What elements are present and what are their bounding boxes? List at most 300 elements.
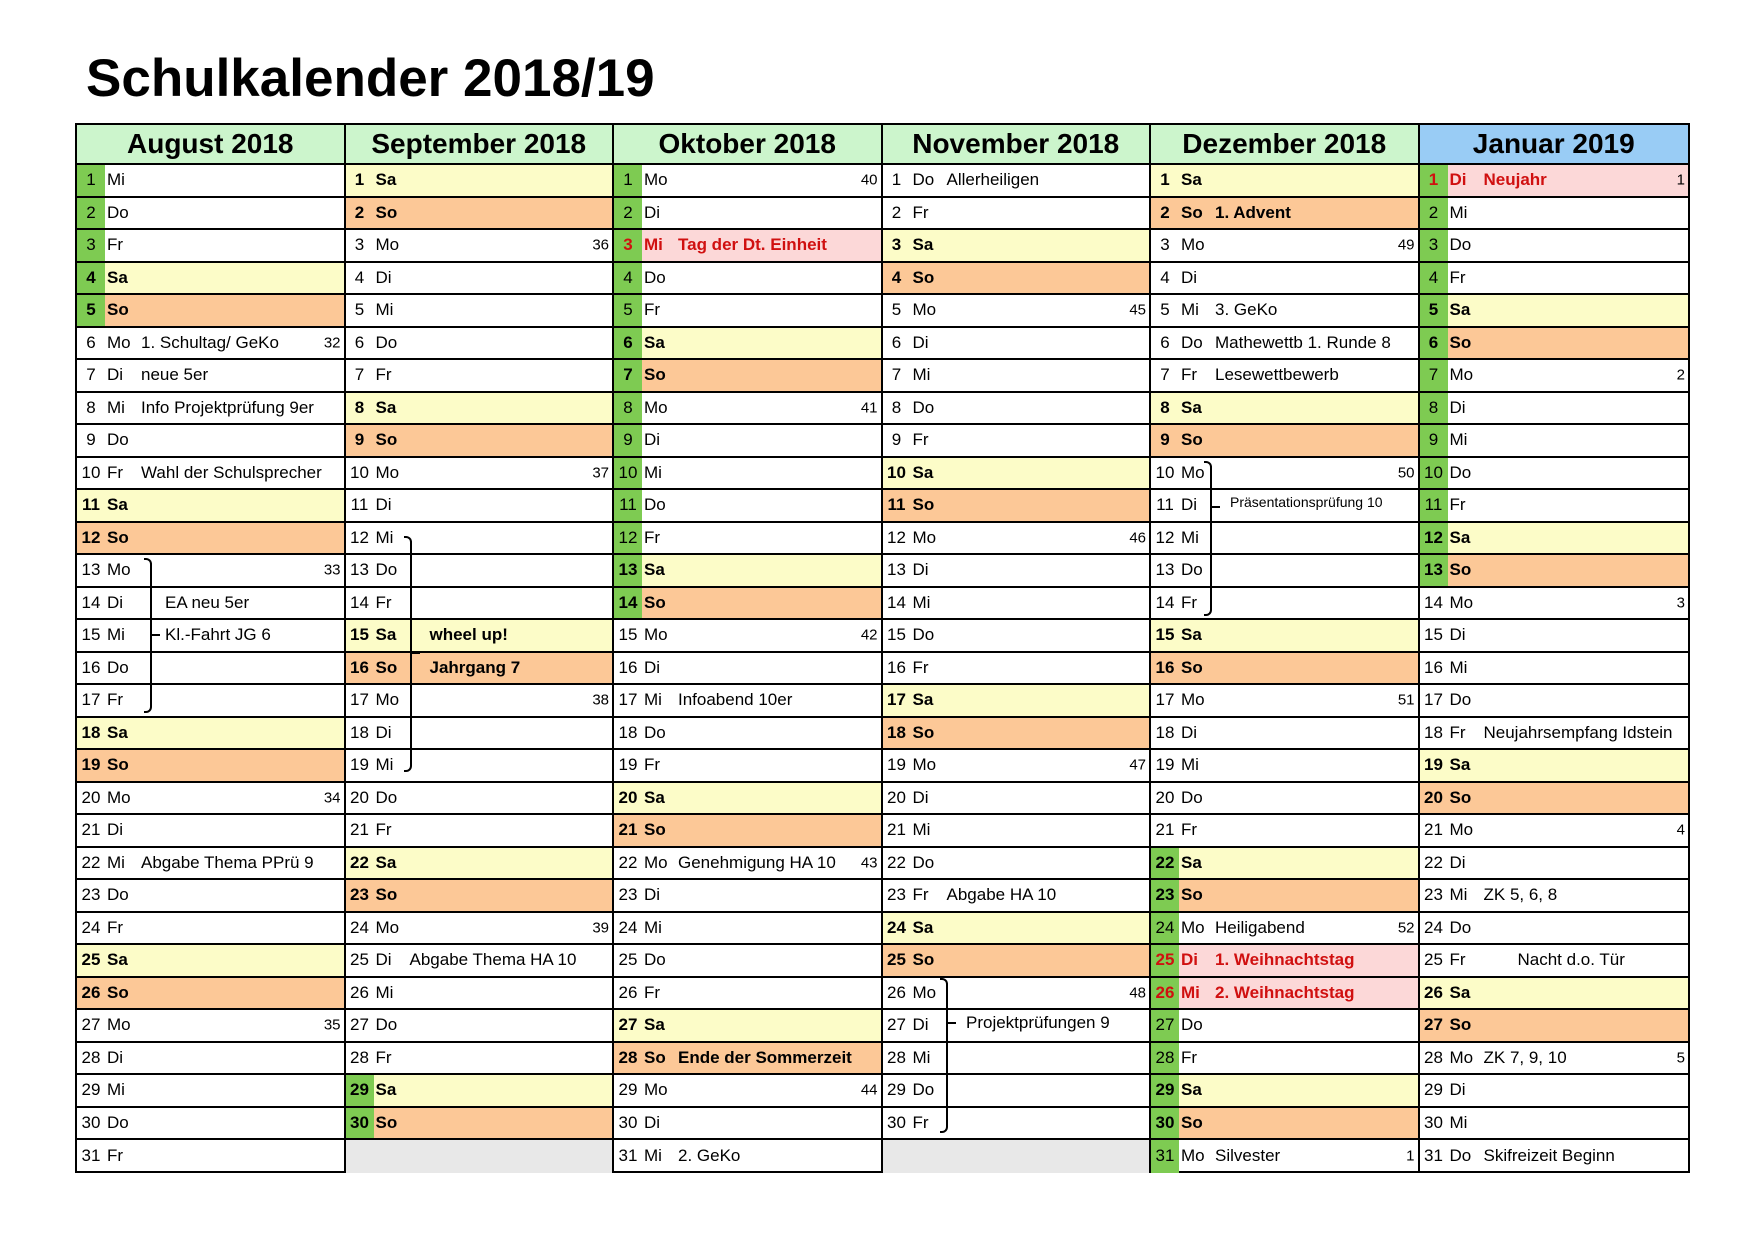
day-number: 17: [1155, 690, 1175, 710]
day-row: [346, 1010, 613, 1043]
day-number: 28: [81, 1047, 101, 1067]
weekday: So: [107, 755, 129, 775]
day-number: 23: [887, 885, 906, 905]
day-row: [346, 165, 613, 198]
weekday: Mo: [1449, 1047, 1474, 1067]
week-number: 48: [1129, 984, 1146, 1002]
weekday: Do: [912, 170, 935, 190]
weekday: Sa: [107, 495, 128, 515]
weekday: Mo: [1181, 690, 1205, 710]
day-number: 21: [1155, 820, 1175, 840]
day-number: 26: [618, 982, 638, 1002]
weekday: Di: [107, 820, 124, 840]
day-number: 30: [618, 1112, 638, 1132]
day-row: [1151, 1043, 1418, 1076]
day-row: [614, 490, 881, 523]
day-row: [614, 263, 881, 296]
week-number: 1: [1676, 171, 1685, 189]
weekday: Di: [1181, 267, 1198, 287]
day-row: [883, 263, 1150, 296]
month-header: August 2018: [77, 125, 344, 165]
day-number: 17: [618, 690, 638, 710]
day-row: [1151, 328, 1418, 361]
weekday: Mi: [107, 625, 125, 645]
day-number: 13: [1420, 555, 1448, 586]
weekday: Di: [644, 202, 661, 222]
bracket-wheel-up: [404, 536, 412, 772]
event-text: Jahrgang 7: [429, 657, 521, 677]
weekday: Do: [644, 950, 666, 970]
event-text: Genehmigung HA 10: [678, 852, 836, 872]
day-row: [883, 653, 1150, 686]
weekday: Do: [644, 722, 666, 742]
day-row: [346, 588, 613, 621]
day-row: [614, 718, 881, 751]
day-number: 29: [887, 1080, 906, 1100]
month-header: Dezember 2018: [1151, 125, 1418, 165]
day-number: 17: [81, 690, 101, 710]
week-number: 41: [860, 399, 878, 417]
day-row: [346, 1140, 613, 1173]
day-row: [1420, 523, 1689, 556]
weekday: So: [1181, 885, 1203, 905]
weekday: Mi: [107, 852, 125, 872]
weekday: Do: [375, 1015, 398, 1035]
weekday: So: [375, 1112, 398, 1132]
day-number: 3: [354, 235, 365, 255]
event-text: Heiligabend: [1215, 917, 1305, 937]
weekday: Sa: [375, 852, 397, 872]
event-text: Mathewettb 1. Runde 8: [1215, 332, 1391, 352]
weekday: Sa: [644, 560, 665, 580]
weekday: Do: [107, 657, 129, 677]
weekday: Mo: [1181, 917, 1205, 937]
day-number: 9: [1420, 425, 1448, 456]
weekday: Mo: [107, 1015, 131, 1035]
weekday: Di: [1181, 950, 1198, 970]
weekday: So: [1181, 430, 1203, 450]
day-number: 3: [614, 230, 642, 261]
weekday: Sa: [912, 690, 934, 710]
month-column: [1420, 125, 1689, 1171]
month-column: [614, 125, 883, 1171]
day-row: [1151, 685, 1418, 718]
event-text: EA neu 5er: [165, 592, 250, 612]
day-number: 20: [350, 787, 369, 807]
day-row: [346, 230, 613, 263]
day-row: [77, 718, 344, 751]
day-number: 6: [1420, 328, 1448, 359]
weekday: Sa: [912, 462, 934, 482]
weekday: Sa: [1181, 170, 1202, 190]
event-text: Neujahrsempfang Idstein: [1483, 722, 1673, 742]
weekday: Sa: [1181, 852, 1202, 872]
day-row: [77, 620, 344, 653]
day-row: [614, 815, 881, 848]
day-number: 23: [81, 885, 101, 905]
weekday: Do: [107, 430, 129, 450]
weekday: Mi: [1181, 755, 1199, 775]
day-row: [883, 1108, 1150, 1141]
weekday: Mo: [375, 462, 400, 482]
day-row: [1420, 490, 1689, 523]
weekday: Mo: [1449, 365, 1474, 385]
day-number: 14: [614, 588, 642, 619]
weekday: Mo: [644, 397, 668, 417]
weekday: Sa: [375, 1080, 397, 1100]
day-row: [77, 1043, 344, 1076]
weekday: Di: [644, 430, 661, 450]
weekday: Do: [1181, 332, 1203, 352]
event-text: wheel up!: [429, 625, 508, 645]
day-number: 24: [350, 917, 369, 937]
day-number: 31: [618, 1146, 638, 1166]
day-number: 8: [86, 397, 96, 417]
day-row: [883, 913, 1150, 946]
day-row: [1420, 880, 1689, 913]
day-row: [1151, 1140, 1418, 1173]
event-text: ZK 5, 6, 8: [1483, 885, 1558, 905]
day-number: 4: [1420, 263, 1448, 294]
day-row: [1151, 458, 1418, 491]
day-row: [1151, 230, 1418, 263]
event-text: Skifreizeit Beginn: [1483, 1146, 1615, 1166]
day-row: [1151, 880, 1418, 913]
weekday: Mi: [1449, 657, 1468, 677]
day-row: [614, 328, 881, 361]
weekday: Mi: [644, 1146, 662, 1166]
day-number: 1: [1160, 170, 1170, 190]
weekday: Fr: [644, 982, 661, 1002]
weekday: Fr: [1449, 950, 1466, 970]
weekday: Fr: [912, 202, 929, 222]
day-row: [1420, 360, 1689, 393]
event-text: Abgabe Thema HA 10: [409, 950, 577, 970]
bracket-wheel-up-tick: [412, 652, 420, 654]
weekday: Mi: [375, 527, 394, 547]
day-number: 23: [350, 885, 369, 905]
weekday: Di: [912, 560, 929, 580]
day-number: 25: [887, 950, 906, 970]
day-number: 25: [350, 950, 369, 970]
weekday: Mi: [1449, 1112, 1468, 1132]
week-number: 33: [323, 561, 341, 579]
day-number: 12: [81, 527, 101, 547]
week-number: 44: [860, 1081, 878, 1099]
day-row: [1420, 620, 1689, 653]
day-row: [614, 783, 881, 816]
weekday: Fr: [107, 690, 124, 710]
day-row: [883, 360, 1150, 393]
day-row: [1151, 620, 1418, 653]
weekday: So: [1181, 657, 1203, 677]
day-number: 5: [614, 295, 642, 326]
day-number: 11: [82, 495, 100, 515]
weekday: So: [644, 365, 666, 385]
day-number: 26: [887, 982, 906, 1002]
day-row: [77, 588, 344, 621]
weekday: Fr: [375, 1047, 392, 1067]
day-number: 3: [1160, 235, 1170, 255]
weekday: Mo: [1181, 235, 1205, 255]
day-number: 29: [81, 1080, 101, 1100]
event-text: 2. Weihnachtstag: [1215, 982, 1355, 1002]
day-number: 8: [614, 393, 642, 424]
day-number: 3: [1420, 230, 1448, 261]
day-number: 24: [887, 917, 906, 937]
day-number: 7: [891, 365, 902, 385]
day-number: 28: [350, 1047, 369, 1067]
event-text: Ende der Sommerzeit: [678, 1047, 852, 1067]
weekday: Do: [912, 1080, 935, 1100]
day-number: 18: [618, 722, 638, 742]
weekday: Sa: [644, 787, 665, 807]
day-row: [77, 295, 344, 328]
weekday: Do: [375, 332, 398, 352]
day-row: [346, 685, 613, 718]
weekday: Do: [1181, 787, 1203, 807]
day-row: [1151, 945, 1418, 978]
month-header: Januar 2019: [1420, 125, 1689, 165]
day-row: [614, 1140, 881, 1173]
weekday: Sa: [644, 1015, 665, 1035]
day-number: 18: [350, 722, 369, 742]
week-number: 40: [860, 171, 878, 189]
day-row: [1420, 1075, 1689, 1108]
page-title: Schulkalender 2018/19: [86, 49, 655, 108]
day-number: 27: [350, 1015, 369, 1035]
day-number: 11: [350, 495, 369, 515]
event-text: Wahl der Schulsprecher: [141, 462, 322, 482]
day-row: [77, 490, 344, 523]
day-row: [1151, 393, 1418, 426]
weekday: Mi: [1181, 527, 1199, 547]
weekday: Fr: [912, 657, 929, 677]
weekday: Sa: [644, 332, 665, 352]
weekday: Mo: [375, 235, 400, 255]
day-row: [614, 458, 881, 491]
day-row: [77, 458, 344, 491]
day-number: 30: [1151, 1108, 1179, 1139]
day-number: 9: [1160, 430, 1170, 450]
day-number: 26: [1424, 982, 1443, 1002]
day-row: [77, 1075, 344, 1108]
weekday: Do: [1449, 917, 1472, 937]
day-number: 2: [891, 202, 902, 222]
event-text: neue 5er: [141, 365, 209, 385]
weekday: Fr: [107, 917, 124, 937]
weekday: Mi: [1181, 300, 1199, 320]
weekday: Do: [912, 852, 935, 872]
day-number: 11: [887, 495, 906, 515]
weekday: Mi: [375, 755, 394, 775]
weekday: Di: [107, 592, 124, 612]
weekday: Sa: [375, 170, 397, 190]
weekday: Mo: [912, 527, 937, 547]
day-number: 15: [887, 625, 906, 645]
day-row: [1151, 913, 1418, 946]
weekday: Mi: [912, 820, 931, 840]
day-row: [883, 490, 1150, 523]
day-row: [883, 945, 1150, 978]
day-row: [346, 913, 613, 946]
day-row: [614, 360, 881, 393]
day-row: [346, 198, 613, 231]
weekday: Di: [1449, 852, 1466, 872]
weekday: Sa: [1181, 1080, 1202, 1100]
day-number: 22: [1151, 848, 1179, 879]
day-number: 19: [618, 755, 638, 775]
weekday: Sa: [375, 625, 397, 645]
day-number: 20: [1424, 787, 1443, 807]
day-row: [614, 880, 881, 913]
day-row: [883, 685, 1150, 718]
day-row: [1420, 230, 1689, 263]
day-number: 21: [1424, 820, 1443, 840]
day-number: 2: [614, 198, 642, 229]
weekday: So: [107, 982, 129, 1002]
day-number: 24: [81, 917, 101, 937]
day-row: [1420, 913, 1689, 946]
day-row: [346, 978, 613, 1011]
day-row: [883, 588, 1150, 621]
day-row: [883, 1043, 1150, 1076]
weekday: Mo: [912, 300, 937, 320]
day-number: 22: [350, 852, 369, 872]
day-number: 17: [1424, 690, 1443, 710]
day-row: [883, 718, 1150, 751]
day-number: 6: [1160, 332, 1170, 352]
day-number: 31: [1151, 1140, 1179, 1173]
day-number: 11: [1156, 495, 1174, 515]
event-text: ZK 7, 9, 10: [1483, 1047, 1567, 1067]
day-number: 3: [891, 235, 902, 255]
day-row: [614, 945, 881, 978]
event-text: 3. GeKo: [1215, 300, 1278, 320]
month-header: Oktober 2018: [614, 125, 881, 165]
day-row: [77, 198, 344, 231]
day-number: 1: [354, 170, 365, 190]
event-text: Abgabe HA 10: [946, 885, 1057, 905]
day-row: [1420, 328, 1689, 361]
day-row: [1420, 945, 1689, 978]
weekday: Di: [1449, 1080, 1466, 1100]
day-number: 18: [81, 722, 101, 742]
day-row: [883, 880, 1150, 913]
day-row: [77, 230, 344, 263]
day-row: [77, 1140, 344, 1173]
day-row: [883, 523, 1150, 556]
day-number: 16: [1155, 657, 1175, 677]
weekday: So: [644, 592, 666, 612]
weekday: Mo: [912, 982, 937, 1002]
day-row: [883, 165, 1150, 198]
day-number: 16: [1424, 657, 1443, 677]
day-number: 23: [1151, 880, 1179, 911]
day-row: [77, 685, 344, 718]
event-text: Allerheiligen: [946, 170, 1040, 190]
day-number: 9: [614, 425, 642, 456]
day-row: [346, 360, 613, 393]
day-row: [346, 1075, 613, 1108]
day-row: [1151, 1075, 1418, 1108]
day-number: 28: [1424, 1047, 1443, 1067]
day-row: [346, 945, 613, 978]
day-row: [614, 1108, 881, 1141]
week-number: 32: [323, 334, 341, 352]
weekday: Do: [912, 625, 935, 645]
day-number: 14: [887, 592, 906, 612]
day-row: [346, 295, 613, 328]
day-row: [883, 783, 1150, 816]
day-number: 2: [77, 198, 105, 229]
weekday: Mi: [1181, 982, 1200, 1002]
day-number: 4: [891, 267, 902, 287]
day-number: 26: [1151, 978, 1179, 1009]
day-row: [1420, 295, 1689, 328]
day-row: [346, 783, 613, 816]
day-number: 21: [618, 820, 638, 840]
month-column: [346, 125, 615, 1171]
day-row: [614, 1010, 881, 1043]
weekday: Di: [107, 1047, 124, 1067]
day-row: [77, 523, 344, 556]
day-row: [614, 1043, 881, 1076]
weekday: So: [107, 300, 129, 320]
day-number: 1: [614, 165, 642, 196]
day-row: [1151, 523, 1418, 556]
day-number: 14: [350, 592, 369, 612]
day-row: [346, 718, 613, 751]
day-row: [1420, 685, 1689, 718]
day-number: 7: [354, 365, 365, 385]
event-text: Abgabe Thema PPrü 9: [141, 852, 314, 872]
day-row: [883, 425, 1150, 458]
day-row: [883, 328, 1150, 361]
day-row: [346, 523, 613, 556]
day-number: 15: [1424, 625, 1443, 645]
week-number: 2: [1676, 366, 1685, 384]
day-number: 30: [346, 1108, 374, 1139]
event-text: Kl.-Fahrt JG 6: [165, 625, 271, 645]
bracket-label-projektpruefungen: Projektprüfungen 9: [966, 1013, 1110, 1032]
day-number: 29: [1151, 1075, 1179, 1106]
day-number: 16: [81, 657, 101, 677]
day-row: [77, 393, 344, 426]
day-row: [883, 458, 1150, 491]
weekday: So: [375, 885, 398, 905]
day-row: [1420, 198, 1689, 231]
day-row: [77, 945, 344, 978]
day-number: 25: [1424, 950, 1443, 970]
day-row: [614, 653, 881, 686]
weekday: Mi: [1449, 430, 1468, 450]
week-number: 4: [1676, 821, 1685, 839]
week-number: 34: [323, 789, 341, 807]
day-row: [346, 458, 613, 491]
weekday: Do: [107, 202, 129, 222]
weekday: Sa: [1181, 397, 1202, 417]
event-text: Nacht d.o. Tür: [1517, 950, 1625, 970]
weekday: Do: [1181, 1015, 1203, 1035]
day-row: [77, 848, 344, 881]
weekday: Fr: [912, 1112, 929, 1132]
weekday: Fr: [1449, 267, 1466, 287]
weekday: Di: [644, 657, 661, 677]
day-row: [614, 685, 881, 718]
weekday: So: [375, 202, 398, 222]
weekday: Fr: [644, 300, 661, 320]
